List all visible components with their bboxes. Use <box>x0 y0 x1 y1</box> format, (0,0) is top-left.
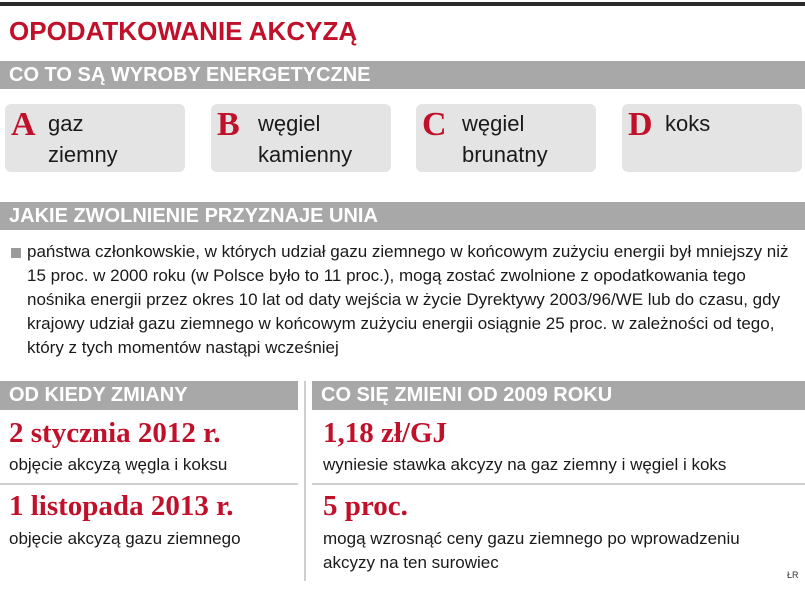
product-label-line: węgiel <box>258 111 321 136</box>
bullet-icon <box>11 248 21 258</box>
page-title: OPODATKOWANIE AKCYZĄ <box>9 16 358 46</box>
change-value: 5 proc. <box>323 490 408 522</box>
product-label-line: gaz <box>48 111 84 136</box>
product-label-line: kamienny <box>258 142 353 167</box>
product-letter: D <box>628 106 653 143</box>
section-header-since-when: OD KIEDY ZMIANY <box>0 381 298 410</box>
section-header-changes: CO SIĘ ZMIENI OD 2009 ROKU <box>312 381 805 410</box>
row-divider <box>312 483 805 485</box>
column-divider <box>304 381 306 581</box>
exemption-text: państwa członkowskie, w których udział gazu ziemnego w końcowym zużyciu energii był mniejszy niż 15 proc. w 2000 roku (w Polsce było to 11 proc.), mogą zostać zwolnione z opodatkowania tego nośnika energii przez okres 10 lat od daty wejścia w życie Dyrektywy 2003/96/WE lub do czasu, gdy krajowy udział gazu ziemnego w końcowym zużyciu energii osiągnie 25 proc. w zależności od tego, który z tych momentów nastąpi wcześniej <box>27 242 789 357</box>
change-description: mogą wzrosnąć ceny gazu ziemnego po wprowadzeniu akcyzy na ten surowiec <box>323 529 740 572</box>
top-rule <box>0 2 805 6</box>
product-letter: A <box>11 106 36 143</box>
product-card-c <box>416 104 596 172</box>
product-label-line: ziemny <box>48 142 118 167</box>
author-credit: ŁR <box>787 570 799 580</box>
product-label <box>48 108 118 170</box>
product-label-line: węgiel <box>462 111 525 136</box>
product-label <box>258 108 352 170</box>
product-label-line: koks <box>665 111 711 136</box>
change-description: objęcie akcyzą gazu ziemnego <box>9 529 241 548</box>
change-date: 1 listopada 2013 r. <box>9 490 234 522</box>
change-description: objęcie akcyzą węgla i koksu <box>9 455 228 474</box>
change-date: 2 stycznia 2012 r. <box>9 417 221 449</box>
product-label <box>462 108 548 170</box>
section-header-exemption: JAKIE ZWOLNIENIE PRZYZNAJE UNIA <box>0 202 805 230</box>
product-letter: C <box>422 106 447 143</box>
product-label <box>665 108 710 139</box>
section-header-products: CO TO SĄ WYROBY ENERGETYCZNE <box>0 61 805 89</box>
product-card-d <box>622 104 802 172</box>
product-label-line: brunatny <box>462 142 548 167</box>
change-description: wyniesie stawka akcyzy na gaz ziemny i węgiel i koks <box>323 455 727 474</box>
product-card-b <box>211 104 391 172</box>
change-value: 1,18 zł/GJ <box>323 417 448 449</box>
row-divider <box>0 483 298 485</box>
product-letter: B <box>217 106 240 143</box>
product-card-a <box>5 104 185 172</box>
